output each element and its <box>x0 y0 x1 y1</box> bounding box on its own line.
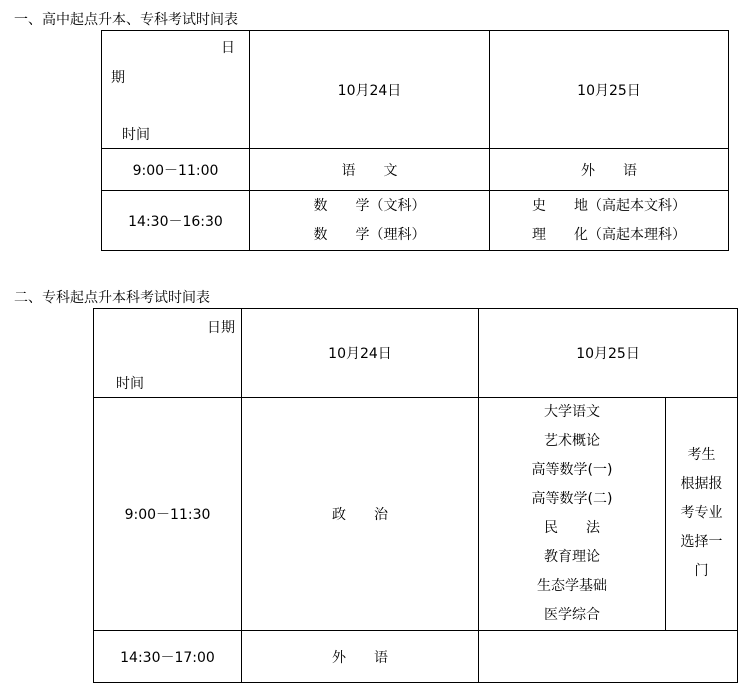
section2-table <box>93 308 738 683</box>
section2-empty-cell <box>479 631 738 683</box>
section2-corner-cell <box>94 309 242 398</box>
section2-subject-cell: 政 治 <box>242 398 479 631</box>
section1-subject-cell: 语 文 <box>250 149 490 191</box>
subject-line: 高等数学(二) <box>531 491 613 507</box>
section2-subject-list-cell <box>479 398 666 631</box>
section1-title: 一、高中起点升本、专科考试时间表 <box>14 12 238 28</box>
section2-header-date-1: 10月24日 <box>242 309 479 398</box>
subject-line: 高等数学(一) <box>531 462 613 478</box>
subject-line: 理 化（高起本理科） <box>532 226 686 243</box>
section2-time-cell: 14:30－17:00 <box>94 631 242 683</box>
section1-header-date-1: 10月24日 <box>250 31 490 149</box>
subject-line: 医学综合 <box>544 607 600 623</box>
subject-line: 史 地（高起本文科） <box>532 197 686 214</box>
corner-label-time: 时间 <box>116 376 144 392</box>
subject-line: 数 学（理科） <box>313 226 426 243</box>
note-line: 门 <box>694 563 709 579</box>
section1-table <box>101 30 729 251</box>
section2-header-date-2: 10月25日 <box>479 309 738 398</box>
section2-time-cell: 9:00－11:30 <box>94 398 242 631</box>
note-line: 选择一 <box>680 534 723 550</box>
subject-line: 艺术概论 <box>544 433 600 449</box>
section2-title: 二、专科起点升本科考试时间表 <box>14 290 210 306</box>
note-line: 根据报 <box>680 476 723 492</box>
subject-line: 数 学（文科） <box>313 197 426 214</box>
section1-time-cell: 14:30－16:30 <box>102 191 250 251</box>
subject-line: 大学语文 <box>544 404 600 420</box>
section1-subject-cell: 外 语 <box>490 149 729 191</box>
section1-subject-cell <box>490 191 729 251</box>
section1-subject-cell <box>250 191 490 251</box>
note-line: 考专业 <box>680 505 723 521</box>
section1-corner-cell <box>102 31 250 149</box>
corner-label-day: 日 <box>221 40 235 56</box>
corner-label-date: 日期 <box>207 320 235 336</box>
section1-time-cell: 9:00－11:00 <box>102 149 250 191</box>
section2-subject-cell: 外 语 <box>242 631 479 683</box>
subject-line: 生态学基础 <box>537 578 607 594</box>
note-line: 考生 <box>687 447 716 463</box>
subject-line: 教育理论 <box>544 549 600 565</box>
corner-label-period: 期 <box>111 70 125 86</box>
section2-note-cell <box>666 398 738 631</box>
section1-header-date-2: 10月25日 <box>490 31 729 149</box>
corner-label-time: 时间 <box>122 127 150 143</box>
subject-line: 民 法 <box>544 520 600 536</box>
